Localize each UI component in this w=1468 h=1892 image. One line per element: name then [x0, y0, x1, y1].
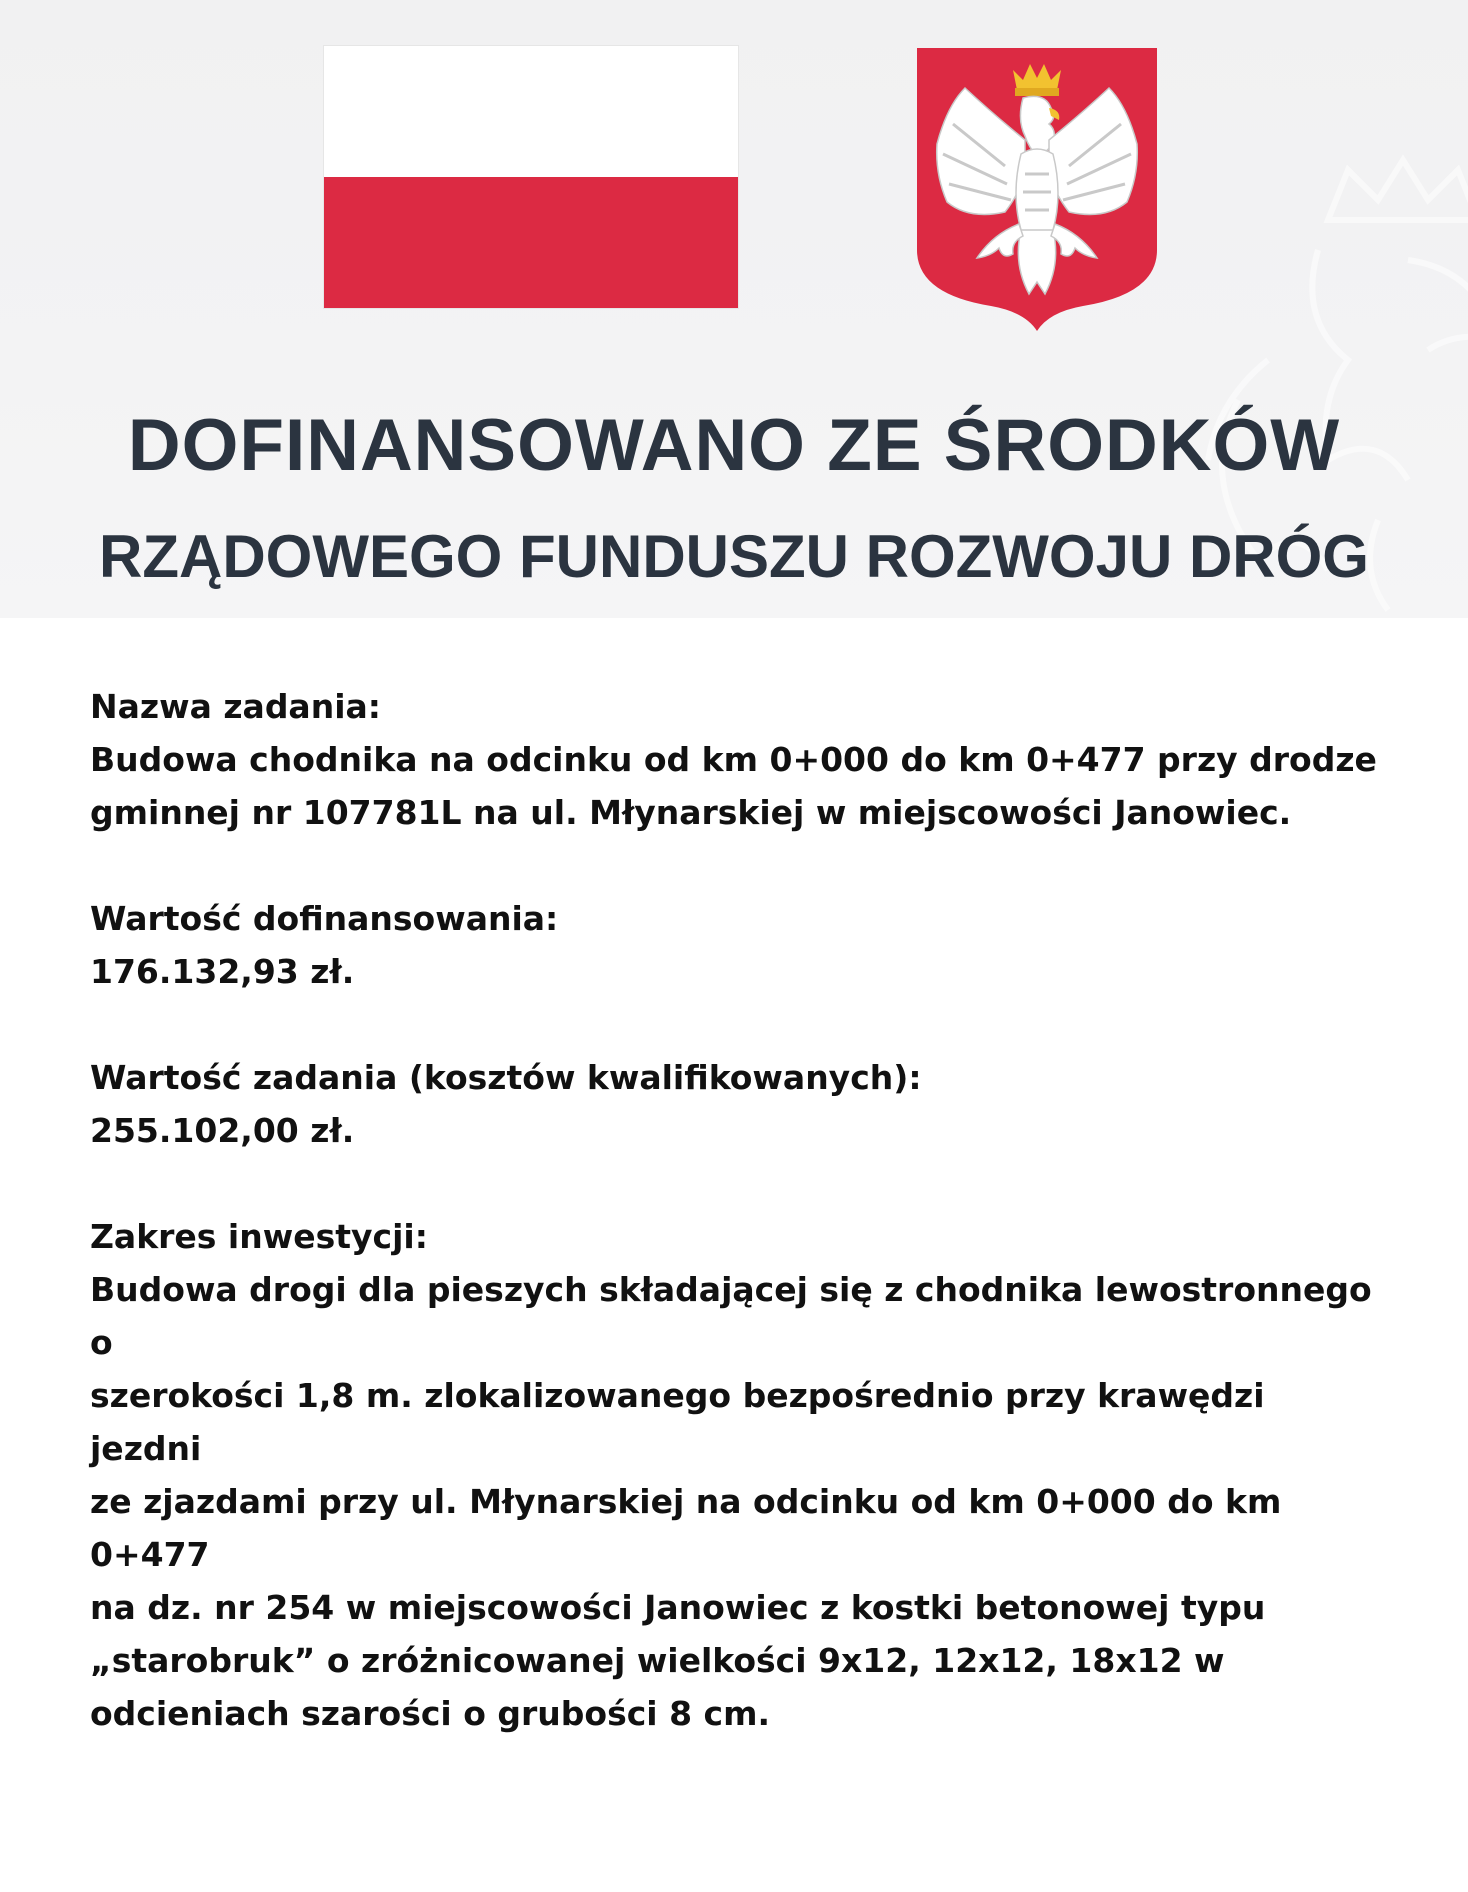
- banner-title-line2: RZĄDOWEGO FUNDUSZU ROZWOJU DRÓG: [99, 523, 1369, 590]
- section-funding-value: [90, 892, 1380, 998]
- flag-white-stripe: [324, 46, 738, 177]
- banner-title-line1: DOFINANSOWANO ZE ŚRODKÓW: [127, 405, 1341, 486]
- section-task-name: [90, 680, 1380, 839]
- section-line: Budowa drogi dla pieszych składającej się z chodnika lewostronnego o: [90, 1270, 1372, 1362]
- flag-red-stripe: [324, 177, 738, 308]
- section-label: Nazwa zadania:: [90, 687, 381, 726]
- section-line: na dz. nr 254 w miejscowości Janowiec z kostki betonowej typu: [90, 1588, 1266, 1627]
- polish-flag: [324, 46, 738, 308]
- section-line: ze zjazdami przy ul. Młynarskiej na odcinku od km 0+000 do km 0+477: [90, 1482, 1282, 1574]
- section-line: odcieniach szarości o grubości 8 cm.: [90, 1694, 771, 1733]
- section-line: szerokości 1,8 m. zlokalizowanego bezpośrednio przy krawędzi jezdni: [90, 1376, 1265, 1468]
- section-label: Wartość dofinansowania:: [90, 899, 559, 938]
- section-line: gminnej nr 107781L na ul. Młynarskiej w miejscowości Janowiec.: [90, 793, 1292, 832]
- section-task-value: [90, 1051, 1380, 1157]
- section-line: 255.102,00 zł.: [90, 1111, 355, 1150]
- section-label: Wartość zadania (kosztów kwalifikowanych):: [90, 1058, 922, 1097]
- header-banner: [0, 0, 1468, 618]
- section-line: „starobruk” o zróżnicowanej wielkości 9x12, 12x12, 18x12 w: [90, 1641, 1225, 1680]
- task-details: [90, 680, 1380, 1793]
- section-investment-scope: [90, 1210, 1380, 1740]
- section-label: Zakres inwestycji:: [90, 1217, 428, 1256]
- section-line: 176.132,93 zł.: [90, 952, 355, 991]
- section-line: Budowa chodnika na odcinku od km 0+000 do km 0+477 przy drodze: [90, 740, 1377, 779]
- white-eagle-emblem-icon: [913, 44, 1161, 331]
